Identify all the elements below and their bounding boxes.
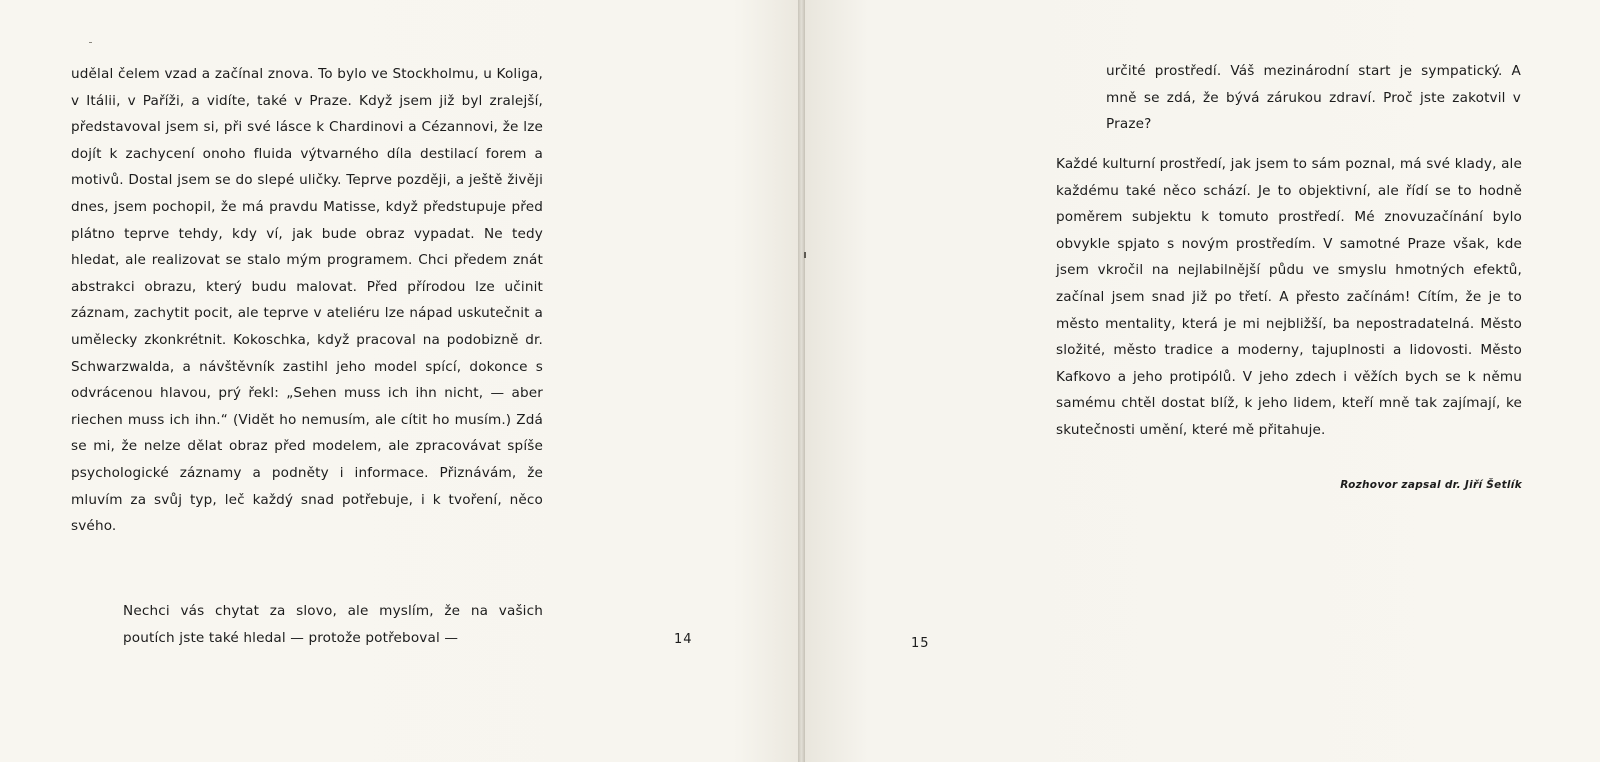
page-number-left: 14 — [674, 632, 693, 647]
page-number-right: 15 — [911, 636, 930, 651]
left-main-paragraph — [71, 61, 543, 540]
interview-credit: Rozhovor zapsal dr. Jiří Šetlík — [1340, 479, 1522, 491]
left-question-text: Nechci vás chytat za slovo, ale myslím, že na vašich poutích jste také hledal — protože potřeboval — — [123, 603, 543, 646]
right-question-paragraph — [1106, 58, 1521, 138]
left-page — [0, 0, 798, 762]
book-gutter — [798, 0, 805, 762]
right-main-paragraph — [1056, 151, 1522, 444]
paper-speck — [89, 42, 92, 43]
left-question-paragraph — [123, 598, 543, 651]
right-question-text: určité prostředí. Váš mezinárodní start je sympatický. A mně se zdá, že bývá zárukou zdraví. Proč jste zakotvil v Praze? — [1106, 63, 1521, 133]
right-paragraph-text: Každé kulturní prostředí, jak jsem to sám poznal, má své klady, ale každému také něco schází. Je to objektivní, ale řídí se to hodně poměrem subjektu k tomuto prostředí. Mé znovuzačínání bylo obvykle spjato s novým prostředím. V samotné Praze však, kde jsem vkročil na nejlabilnější půdu ve smyslu hmotných efektů, začínal jsem snad již po třetí. A přesto začínám! Cítím, že je to město mentality, která je mi nejbližší, ba nepostradatelná. Město složité, město tradice a moderny, tajuplnosti a lidovosti. Město Kafkovo a jeho protipólů. V jeho zdech i věžích bych se k němu samému chtěl dostat blíž, k jeho lidem, kteří mně tak zajímají, ke skutečnosti umění, které mě přitahuje. — [1056, 156, 1522, 438]
left-paragraph-text: udělal čelem vzad a začínal znova. To bylo ve Stockholmu, u Koliga, v Itálii, v Paříži, a vidíte, také v Praze. Když jsem již byl zralejší, představoval jsem si, při své lásce k Chardinovi a Cézannovi, že lze dojít k zachycení onoho fluida výtvarného díla destilací forem a motivů. Dostal jsem se do slepé uličky. Teprve později, a ještě živěji dnes, jsem pochopil, že má pravdu Matisse, když předstupuje před plátno teprve tehdy, kdy ví, jak bude obraz vypadat. Ne tedy hledat, ale realizovat se stalo mým programem. Chci předem znát abstrakci obrazu, který budu malovat. Před přírodou lze učinit záznam, zachytit pocit, ale teprve v ateliéru lze nápad uskutečnit a umělecky zkonkrétnit. Kokoschka, když pracoval na podobizně dr. Schwarzwalda, a návštěvník zastihl jeho model spící, dokonce s odvrácenou hlavou, prý řekl: „Sehen muss ich ihn nicht, — aber riechen muss ich ihn.“ (Vidět ho nemusím, ale cítit ho musím.) Zdá se mi, že nelze dělat obraz před modelem, ale zpracovávat spíše psychologické záznamy a podněty i informace. Přiznávám, že mluvím za svůj typ, leč každý snad potřebuje, i k tvoření, něco svého. — [71, 66, 543, 535]
binding-mark — [804, 252, 806, 258]
